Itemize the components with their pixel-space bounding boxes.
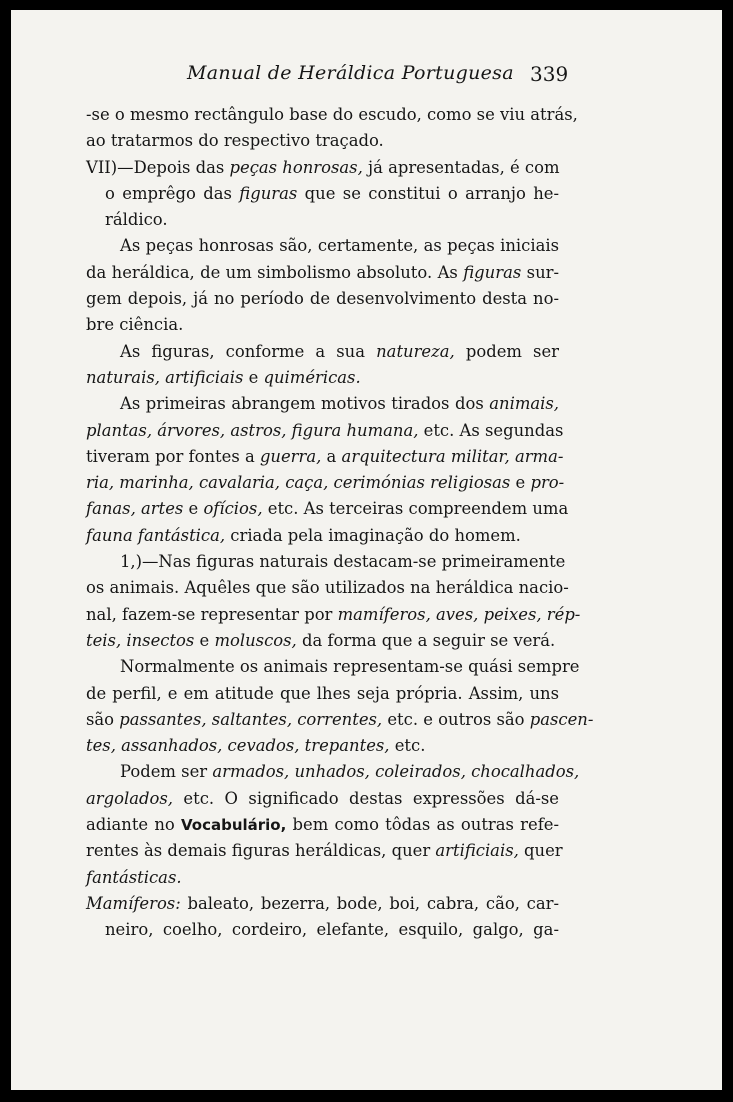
text-line	[86, 233, 559, 259]
italic-term: teis, insectos	[86, 630, 195, 650]
text-segment: etc. O significado destas expressões dá-se	[172, 788, 559, 808]
bold-term: Vocabulário,	[180, 816, 287, 835]
text-segment: e	[243, 367, 264, 387]
italic-term: quiméricas.	[263, 367, 361, 387]
text-line	[86, 838, 563, 864]
italic-term: passantes, saltantes, correntes,	[119, 709, 383, 729]
italic-term: armados, unhados, coleirados, chocalhados,	[212, 762, 580, 782]
text-line	[86, 628, 559, 654]
italic-term: mamíferos, aves, peixes, rép-	[337, 604, 581, 624]
text-segment: etc.	[389, 736, 426, 756]
italic-term: argolados,	[86, 788, 173, 808]
text-segment: o emprêgo das	[105, 183, 240, 203]
text-line	[86, 523, 559, 549]
text-segment: nal, fazem-se representar por	[86, 604, 338, 624]
text-line	[86, 812, 559, 838]
text-segment: etc. As terceiras compreendem uma	[262, 499, 569, 519]
text-line	[86, 654, 580, 680]
text-line	[86, 575, 569, 601]
text-segment: da heráldica, de um simbolismo absoluto. As	[86, 262, 464, 282]
text-segment: de perfil, e em atitude que lhes seja própria. Assim, uns	[86, 683, 559, 703]
text-line	[86, 155, 559, 181]
text-segment: VII)—Depois das	[86, 157, 230, 177]
italic-term: figuras	[239, 183, 298, 203]
text-segment: As figuras, conforme a sua	[120, 341, 377, 361]
text-line	[86, 102, 578, 128]
text-segment: Podem ser	[120, 762, 213, 782]
text-segment: podem ser	[454, 341, 560, 361]
italic-term: figuras	[463, 262, 522, 282]
text-line	[86, 470, 565, 496]
text-line	[86, 549, 566, 575]
text-line	[86, 759, 580, 785]
text-segment: As peças honrosas são, certamente, as peças iniciais	[120, 236, 559, 256]
text-segment: da forma que a seguir se verá.	[296, 630, 556, 650]
text-segment: etc. e outros são	[382, 709, 530, 729]
text-segment: sur-	[521, 262, 559, 282]
italic-term: animais,	[489, 394, 559, 414]
text-segment: -se o mesmo rectângulo base do escudo, como se viu atrás,	[86, 105, 578, 124]
body-text	[86, 102, 594, 944]
text-line	[86, 602, 581, 628]
text-segment: que se constitui o arranjo he-	[297, 183, 559, 203]
text-segment: ráldico.	[105, 210, 168, 230]
text-segment: etc. As segundas	[418, 420, 564, 440]
text-line	[86, 365, 559, 391]
text-line	[86, 917, 559, 943]
text-line	[86, 707, 594, 733]
text-line	[86, 391, 559, 417]
italic-term: ofícios,	[203, 499, 263, 519]
italic-term: naturais, artificiais	[86, 367, 244, 387]
text-line	[86, 786, 559, 812]
italic-term: moluscos,	[214, 630, 297, 650]
text-segment: os animais. Aquêles que são utilizados na heráldica nacio-	[86, 578, 569, 598]
italic-term: peças honrosas,	[229, 157, 363, 177]
text-segment: tiveram por fontes a	[86, 446, 260, 466]
text-segment: bre ciência.	[86, 315, 184, 335]
page-header	[11, 62, 722, 92]
text-segment: gem depois, já no período de desenvolvimento desta no-	[86, 289, 559, 309]
text-line	[86, 207, 559, 233]
text-segment: a	[321, 446, 342, 466]
text-segment: já apresentadas, é com	[362, 157, 560, 177]
text-line	[86, 891, 559, 917]
text-segment: adiante no	[86, 815, 181, 835]
italic-term: guerra,	[259, 446, 322, 466]
text-segment: e	[510, 473, 531, 493]
text-segment: criada pela imaginação do homem.	[225, 525, 521, 545]
italic-term: ria, marinha, cavalaria, caça, cerimónias religiosas	[86, 473, 511, 493]
italic-term: pro-	[530, 473, 565, 493]
text-segment: rentes às demais figuras heráldicas, quer	[86, 841, 436, 861]
text-segment: As primeiras abrangem motivos tirados dos	[120, 394, 490, 414]
text-segment: e	[183, 499, 204, 519]
text-line	[86, 260, 559, 286]
italic-term: tes, assanhados, cevados, trepantes,	[86, 736, 390, 756]
italic-term: pascen-	[529, 709, 594, 729]
italic-term: fantásticas.	[86, 867, 182, 887]
text-segment: neiro, coelho, cordeiro, elefante, esquilo, galgo, ga-	[105, 920, 559, 940]
italic-term: fanas, artes	[86, 499, 184, 519]
text-line	[86, 418, 564, 444]
text-line	[86, 339, 559, 365]
text-segment: Normalmente os animais representam-se quási sempre	[120, 657, 580, 677]
italic-term: plantas, árvores, astros, figura humana,	[86, 420, 419, 440]
text-line	[86, 865, 559, 891]
running-title: Manual de Heráldica Portuguesa	[187, 62, 514, 84]
text-line	[86, 444, 564, 470]
text-segment: são	[86, 709, 120, 729]
text-segment: bem como tôdas as outras refe-	[286, 815, 559, 835]
text-line	[86, 286, 559, 312]
text-segment: e	[194, 630, 215, 650]
text-segment: 1,)—Nas figuras naturais destacam-se primeiramente	[120, 552, 566, 572]
text-line	[86, 181, 559, 207]
page-number: 339	[530, 62, 569, 86]
text-line	[86, 733, 559, 759]
italic-term: fauna fantástica,	[86, 525, 226, 545]
text-line	[86, 312, 559, 338]
text-segment: baleato, bezerra, bode, boi, cabra, cão, car-	[180, 893, 559, 913]
italic-term: Mamíferos:	[86, 893, 181, 913]
text-line	[86, 496, 569, 522]
text-line	[86, 128, 559, 154]
text-line	[86, 681, 559, 707]
italic-term: natureza,	[376, 341, 455, 361]
italic-term: arquitectura militar, arma-	[341, 446, 564, 466]
text-segment: quer	[518, 841, 563, 861]
text-segment: ao tratarmos do respectivo traçado.	[86, 131, 384, 151]
italic-term: artificiais,	[435, 841, 519, 861]
book-page	[11, 10, 722, 1090]
